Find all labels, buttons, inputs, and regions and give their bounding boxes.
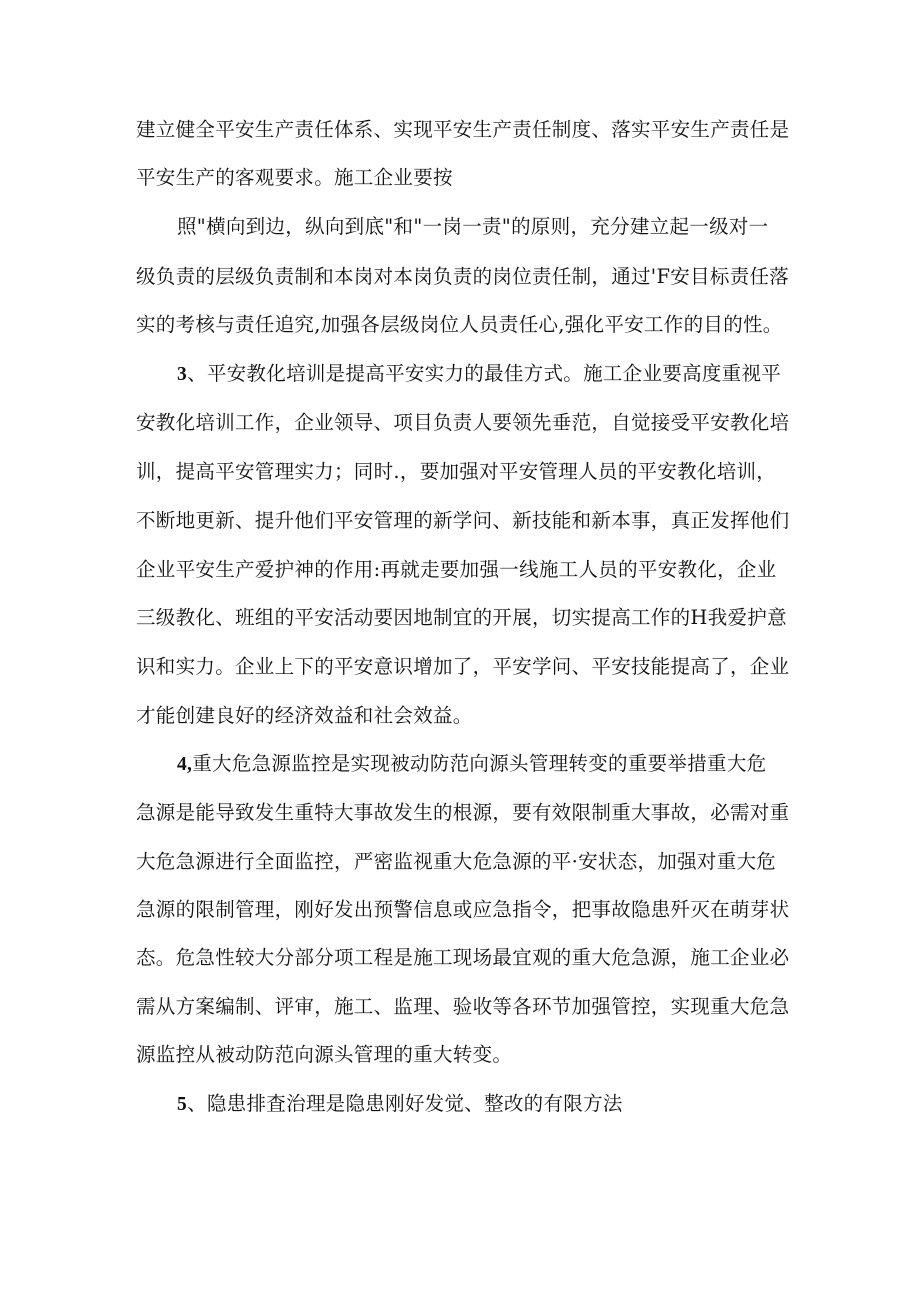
paragraph-text: 级负责的层级负责制和本岗对本岗负责的岗位责任制，通过'F安目标责任落 (136, 265, 790, 288)
paragraph-3-line-1 (177, 362, 781, 387)
paragraph-text: 才能创建良好的经济效益和社会效益。 (136, 704, 473, 727)
paragraph-text: 实的考核与责任追究,加强各层级岗位人员责任心,强化平安工作的目的性。 (136, 313, 783, 336)
paragraph-text: 企业平安生产爱护神的作用:再就走要加强一线施工人员的平安教化，企业 (136, 558, 777, 581)
paragraph-4-line-4 (136, 898, 789, 922)
paragraph-4-line-3 (136, 850, 776, 874)
paragraph-5-line-1 (177, 1092, 623, 1117)
paragraph-3-line-6 (136, 606, 787, 630)
paragraph-3-line-8 (136, 704, 473, 728)
paragraph-text: 需从方案编制、评审，施工、监理、验收等各环节加强管控，实现重大危急 (136, 995, 790, 1018)
paragraph-text: 重大危急源监控是实现被动防范向源头管理转变的重要举措重大危 (192, 752, 767, 775)
paragraph-text: 态。危急性较大分部分项工程是施工现场最宜观的重大危急源，施工企业必 (136, 946, 790, 969)
paragraph-1-line-2 (136, 166, 453, 190)
paragraph-4-line-6 (136, 995, 789, 1019)
paragraph-text: 识和实力。企业上下的平安意识增加了，平安学问、平安技能提高了，企业 (136, 655, 790, 678)
section-number: 5 (177, 1094, 188, 1115)
paragraph-text: 训，提高平安管理实力；同时.，要加强对平安管理人员的平安教化培训， (136, 460, 777, 483)
paragraph-text: 急源的限制管理，刚好发出预警信息或应急指令，把事故隐患歼灭在萌芽状 (136, 898, 790, 921)
paragraph-2-line-2 (136, 265, 789, 289)
paragraph-text: 照"横向到边，纵向到底"和"一岗一责"的原则，充分建立起一级对一 (177, 215, 769, 238)
paragraph-3-line-7 (136, 655, 789, 679)
paragraph-text: 、隐患排査治理是隐患刚好发觉、整改的有限方法 (187, 1092, 623, 1115)
paragraph-4-line-7 (136, 1043, 512, 1067)
paragraph-3-line-5 (136, 558, 776, 582)
paragraph-text: 急源是能导致发生重特大事故发生的根源，要有效限制重大事故，必需对重 (136, 801, 790, 824)
paragraph-4-line-5 (136, 946, 789, 970)
paragraph-3-line-2 (136, 411, 789, 435)
paragraph-4-line-1 (177, 752, 766, 777)
paragraph-text: 平安生产的客观要求。施工企业要按 (136, 166, 453, 189)
section-number: 4, (177, 754, 193, 775)
paragraph-3-line-3 (136, 460, 776, 484)
paragraph-text: 、平安教化培训是提高平安实力的最佳方式。施工企业要高度重视平 (187, 362, 782, 385)
paragraph-text: 大危急源进行全面监控，严密监视重大危急源的平·安状态，加强对重大危 (136, 850, 777, 873)
paragraph-text: 建立健全平安生产责任体系、实现平安生产责任制度、落实平安生产责任是 (136, 118, 790, 141)
paragraph-3-line-4 (136, 509, 789, 533)
paragraph-2-line-1 (177, 215, 768, 239)
paragraph-4-line-2 (136, 801, 789, 825)
section-number: 3 (177, 364, 188, 385)
paragraph-2-line-3 (136, 313, 783, 337)
paragraph-text: 安教化培训工作，企业领导、项目负责人要领先垂范，自觉接受平安教化培 (136, 411, 790, 434)
paragraph-text: 三级教化、班组的平安活动要因地制宜的开展，切实提高工作的H我爱护意 (136, 606, 787, 629)
paragraph-text: 不断地更新、提升他们平安管理的新学问、新技能和新本事，真正发挥他们 (136, 509, 790, 532)
paragraph-1-line-1 (136, 118, 789, 142)
paragraph-text: 源监控从被动防范向源头管理的重大转变。 (136, 1043, 513, 1066)
